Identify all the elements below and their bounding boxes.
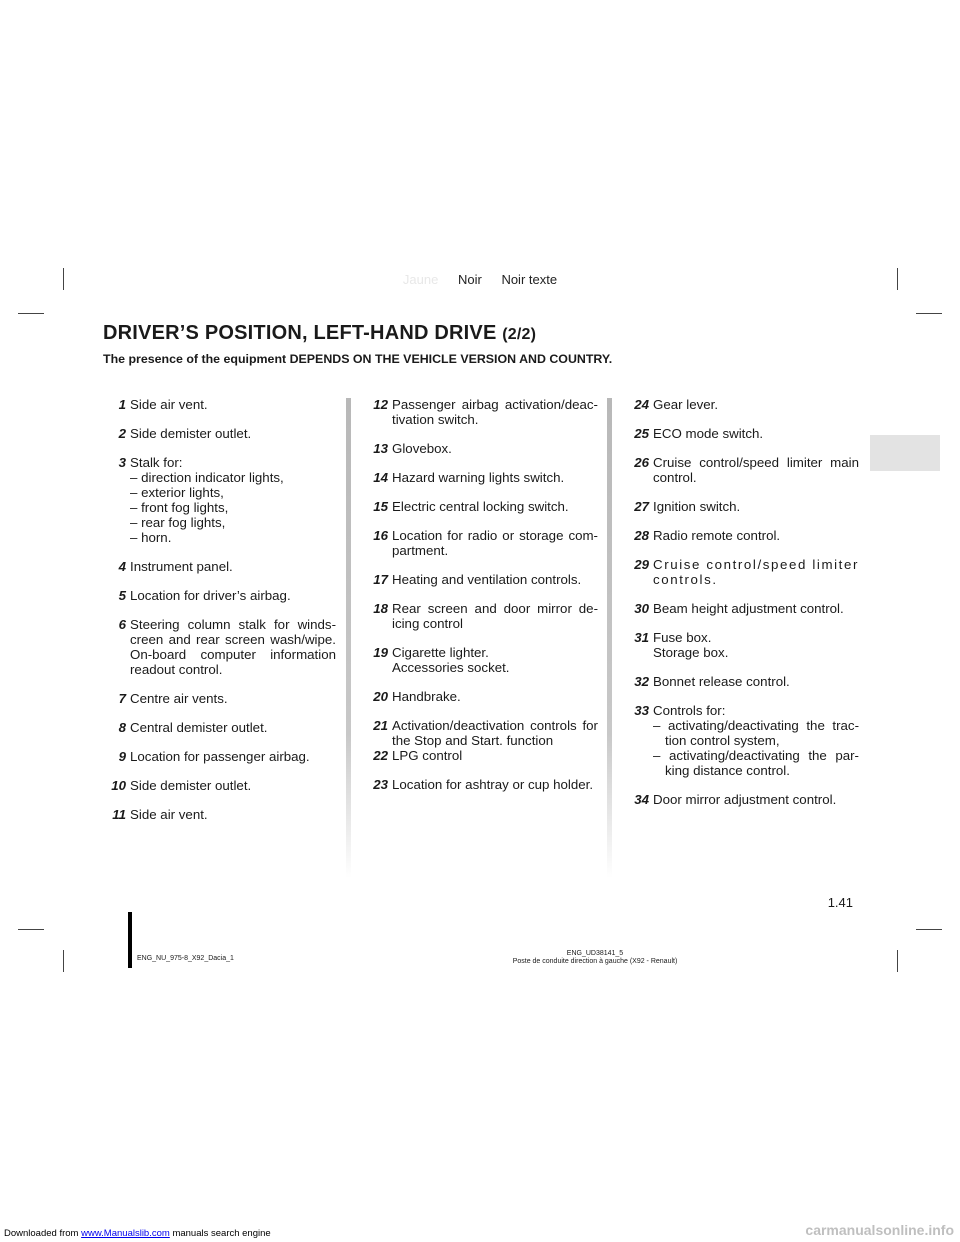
item-number: 19 (373, 645, 388, 660)
legend-item-25 (623, 426, 859, 441)
item-number: 9 (118, 749, 126, 764)
item-text: Cigarette lighter. (392, 645, 489, 660)
legend-item-14 (362, 470, 598, 485)
item-text: Side demister outlet. (130, 426, 252, 441)
print-mark-noir: Noir (457, 272, 482, 287)
item-number: 29 (634, 557, 649, 572)
item-text: Location for passenger airbag. (130, 749, 310, 764)
download-prefix: Downloaded from (4, 1228, 82, 1239)
item-number: 4 (118, 559, 126, 574)
item-number: 30 (634, 601, 649, 616)
item-number: 18 (373, 601, 388, 616)
legend-column-3 (623, 397, 859, 821)
item-subline: – direction indicator lights, (130, 470, 284, 485)
legend-item-30 (623, 601, 859, 616)
item-number: 13 (373, 441, 388, 456)
section-side-tab (870, 435, 940, 471)
legend-item-4 (100, 559, 336, 574)
legend-item-2 (100, 426, 336, 441)
item-text: Controls for: (653, 703, 726, 718)
item-text: Glovebox. (392, 441, 452, 456)
item-text: Radio remote control. (653, 528, 781, 543)
page-title-part: (2/2) (502, 326, 537, 343)
legend-item-5 (100, 588, 336, 603)
item-number: 14 (373, 470, 388, 485)
item-text: Handbrake. (392, 689, 461, 704)
footer-doc-ref: ENG_NU_975-8_X92_Dacia_1 (137, 955, 234, 962)
item-text: Location for radio or storage com-partment. (392, 528, 598, 558)
item-text: Heating and ventilation controls. (392, 572, 582, 587)
item-number: 5 (118, 588, 126, 603)
item-number: 17 (373, 572, 388, 587)
item-number: 6 (118, 617, 126, 632)
crop-mark (897, 950, 898, 972)
legend-item-6 (100, 617, 336, 677)
item-number: 21 (373, 718, 388, 733)
legend-item-31 (623, 630, 859, 660)
item-text: Fuse box. (653, 630, 712, 645)
item-number: 1 (118, 397, 126, 412)
page-number: 1.41 (827, 895, 853, 910)
item-text-2: Accessories socket. (392, 660, 510, 675)
item-subline: – activating/deactivating the trac-tion control system, (653, 718, 859, 748)
print-mark-noir-texte: Noir texte (501, 272, 558, 287)
item-text: Centre air vents. (130, 691, 228, 706)
item-number: 34 (634, 792, 649, 807)
legend-item-15 (362, 499, 598, 514)
item-text: Hazard warning lights switch. (392, 470, 565, 485)
legend-column-2 (362, 397, 598, 806)
item-text: Side demister outlet. (130, 778, 252, 793)
item-text: Central demister outlet. (130, 720, 268, 735)
column-separator (346, 398, 351, 878)
item-text: Bonnet release control. (653, 674, 790, 689)
item-number: 16 (373, 528, 388, 543)
legend-item-11 (100, 807, 336, 822)
watermark: carmanualsonline.info (805, 1222, 954, 1238)
item-text: Rear screen and door mirror de-icing control (392, 601, 598, 631)
print-color-marks (0, 272, 960, 287)
item-text: Passenger airbag activation/deac-tivation switch. (392, 397, 598, 427)
item-number: 11 (112, 807, 126, 822)
item-text: Door mirror adjustment control. (653, 792, 837, 807)
legend-item-27 (623, 499, 859, 514)
print-mark-jaune: Jaune (402, 272, 439, 287)
item-subline: – activating/deactivating the par-king distance control. (653, 748, 859, 778)
crop-mark (916, 313, 942, 314)
item-text: Steering column stalk for winds-creen and rear screen wash/wipe. On-board computer information readout control. (130, 617, 336, 677)
page-subtitle: The presence of the equipment DEPENDS ON THE VEHICLE VERSION AND COUNTRY. (103, 352, 613, 366)
item-number: 15 (373, 499, 388, 514)
item-number: 25 (634, 426, 649, 441)
manualslib-link[interactable]: www.Manualslib.com (81, 1228, 170, 1239)
item-number: 3 (118, 455, 126, 470)
item-text: Location for ashtray or cup holder. (392, 777, 594, 792)
item-number: 2 (118, 426, 126, 441)
crop-mark (18, 313, 44, 314)
item-subline: – rear fog lights, (130, 515, 226, 530)
item-number: 20 (373, 689, 388, 704)
legend-item-24 (623, 397, 859, 412)
item-number: 22 (373, 748, 388, 763)
legend-item-17 (362, 572, 598, 587)
crop-mark (18, 929, 44, 930)
item-text: LPG control (392, 748, 463, 763)
item-number: 27 (634, 499, 649, 514)
item-text: Location for driver’s airbag. (130, 588, 291, 603)
item-subline: – exterior lights, (130, 485, 224, 500)
legend-item-26 (623, 455, 859, 485)
legend-item-16 (362, 528, 598, 558)
legend-item-33 (623, 703, 859, 778)
footer-ref-code: ENG_UD38141_5 (566, 950, 624, 957)
legend-column-1 (100, 397, 336, 836)
column-separator (607, 398, 612, 878)
item-number: 7 (118, 691, 126, 706)
item-text: Gear lever. (653, 397, 719, 412)
item-number: 31 (634, 630, 649, 645)
item-subline: – front fog lights, (130, 500, 229, 515)
item-number: 10 (111, 778, 126, 793)
legend-item-21 (362, 718, 598, 748)
legend-item-18 (362, 601, 598, 631)
item-text: Cruise control/speed limiter main control. (653, 455, 859, 485)
download-suffix: manuals search engine (169, 1228, 271, 1239)
item-text: Stalk for: (130, 455, 183, 470)
page-title (103, 322, 536, 345)
item-number: 12 (373, 397, 388, 412)
footer-bar (128, 912, 132, 968)
crop-mark (916, 929, 942, 930)
item-number: 8 (118, 720, 126, 735)
item-text: Electric central locking switch. (392, 499, 569, 514)
item-text: Beam height adjustment control. (653, 601, 844, 616)
item-text: Activation/deactivation controls for the Stop and Start. function (392, 718, 598, 748)
legend-item-20 (362, 689, 598, 704)
item-text: Cruise control/speed limiter controls. (653, 557, 859, 587)
item-text: Side air vent. (130, 397, 208, 412)
footer-ref-title: Poste de conduite direction à gauche (X92 - Renault) (512, 958, 678, 965)
legend-item-19 (362, 645, 598, 675)
item-text: Ignition switch. (653, 499, 741, 514)
crop-mark (63, 950, 64, 972)
legend-item-32 (623, 674, 859, 689)
page-title-text: DRIVER’S POSITION, LEFT-HAND DRIVE (103, 322, 497, 344)
item-text: Instrument panel. (130, 559, 233, 574)
item-text: ECO mode switch. (653, 426, 764, 441)
legend-item-7 (100, 691, 336, 706)
legend-item-13 (362, 441, 598, 456)
item-text: Side air vent. (130, 807, 208, 822)
item-number: 28 (634, 528, 649, 543)
legend-item-10 (100, 778, 336, 793)
item-number: 26 (634, 455, 649, 470)
footer-section-ref (460, 950, 730, 966)
item-number: 24 (634, 397, 649, 412)
item-subline: – horn. (130, 530, 172, 545)
legend-item-8 (100, 720, 336, 735)
download-notice (4, 1228, 271, 1239)
legend-item-22 (362, 748, 598, 763)
item-number: 32 (634, 674, 649, 689)
legend-item-29 (623, 557, 859, 587)
item-number: 23 (373, 777, 388, 792)
legend-item-3 (100, 455, 336, 545)
legend-item-28 (623, 528, 859, 543)
legend-item-34 (623, 792, 859, 807)
legend-item-1 (100, 397, 336, 412)
item-text-2: Storage box. (653, 645, 729, 660)
legend-item-23 (362, 777, 598, 792)
legend-item-12 (362, 397, 598, 427)
item-number: 33 (634, 703, 649, 718)
legend-item-9 (100, 749, 336, 764)
